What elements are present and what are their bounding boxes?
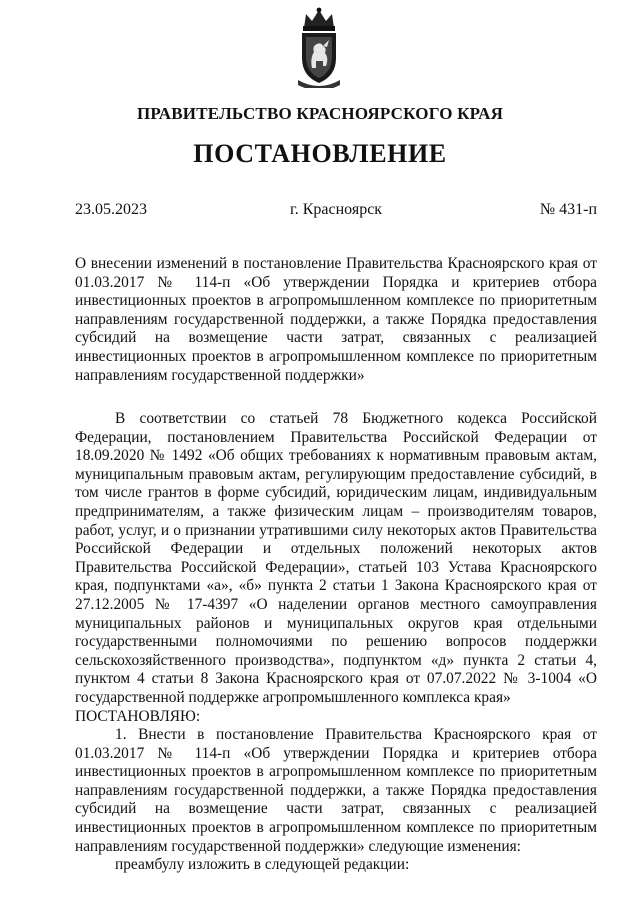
document-city: г. Красноярск [289,201,383,218]
item-1-subparagraph: преамбулу изложить в следующей редакции: [115,856,410,874]
order-word: ПОСТАНОВЛЯЮ: [75,707,201,725]
document-meta [75,201,597,223]
government-name: ПРАВИТЕЛЬСТВО КРАСНОЯРСКОГО КРАЯ [136,104,504,123]
item-1-paragraph: 1. Внести в постановление Правительства Красноярского края от 01.03.2017 № 114-п «Об утверждении Порядка и критериев отбора инвестиционных проектов в агропромышленном комплексе по приоритетным направлениям государственной поддержки, а также Порядка предоставления субсидий на возмещение части затрат, связанных с реализацией инвестиционных проектов в агропромышленном комплексе по приоритетным направлениям государственной поддержки» следующие изменения: [75,726,597,855]
document-number: № 431-п [539,201,597,218]
document-subject: О внесении изменений в постановление Правительства Красноярского края от 01.03.2017 № 114-п «Об утверждении Порядка и критериев отбора инвестиционных проектов в агропромышленном комплексе по приоритетным направлениям государственной поддержки, а также Порядка предоставления субсидий на возмещение части затрат, связанных с реализацией инвестиционных проектов в агропромышленном комплексе по приоритетным направлениям государственной поддержки» [75,255,597,384]
document-date: 23.05.2023 [75,201,147,218]
krasnoyarsk-coat-of-arms-icon [292,6,346,88]
document-body [75,410,597,875]
document-type-title: ПОСТАНОВЛЕНИЕ [193,139,447,168]
preamble-paragraph: В соответствии со статьей 78 Бюджетного кодекса Российской Федерации, постановлением Правительства Российской Федерации от 18.09.2020 № 1492 «Об общих требованиях к нормативным правовым актам, муниципальным правовым актам, регулирующим предоставление субсидий, в том числе грантов в форме субсидий, юридическим лицам, индивидуальным предпринимателям, а также физическим лицам – производителям товаров, работ, услуг, и о признании утратившими силу некоторых актов Правительства Российской Федерации и отдельных положений некоторых актов Правительства Российской Федерации», статьей 103 Устава Красноярского края, подпунктами «а», «б» пункта 2 статьи 1 Закона Красноярского края от 27.12.2005 № 17-4397 «О наделении органов местного самоуправления муниципальных районов и муниципальных округов края отдельными государственными полномочиями по решению вопросов поддержки сельскохозяйственного производства», подпунктом «д» пункта 2 статьи 4, пунктом 4 статьи 8 Закона Красноярского края от 07.07.2022 № 3-1004 «О государственной поддержке агропромышленного комплекса края» [75,410,597,706]
